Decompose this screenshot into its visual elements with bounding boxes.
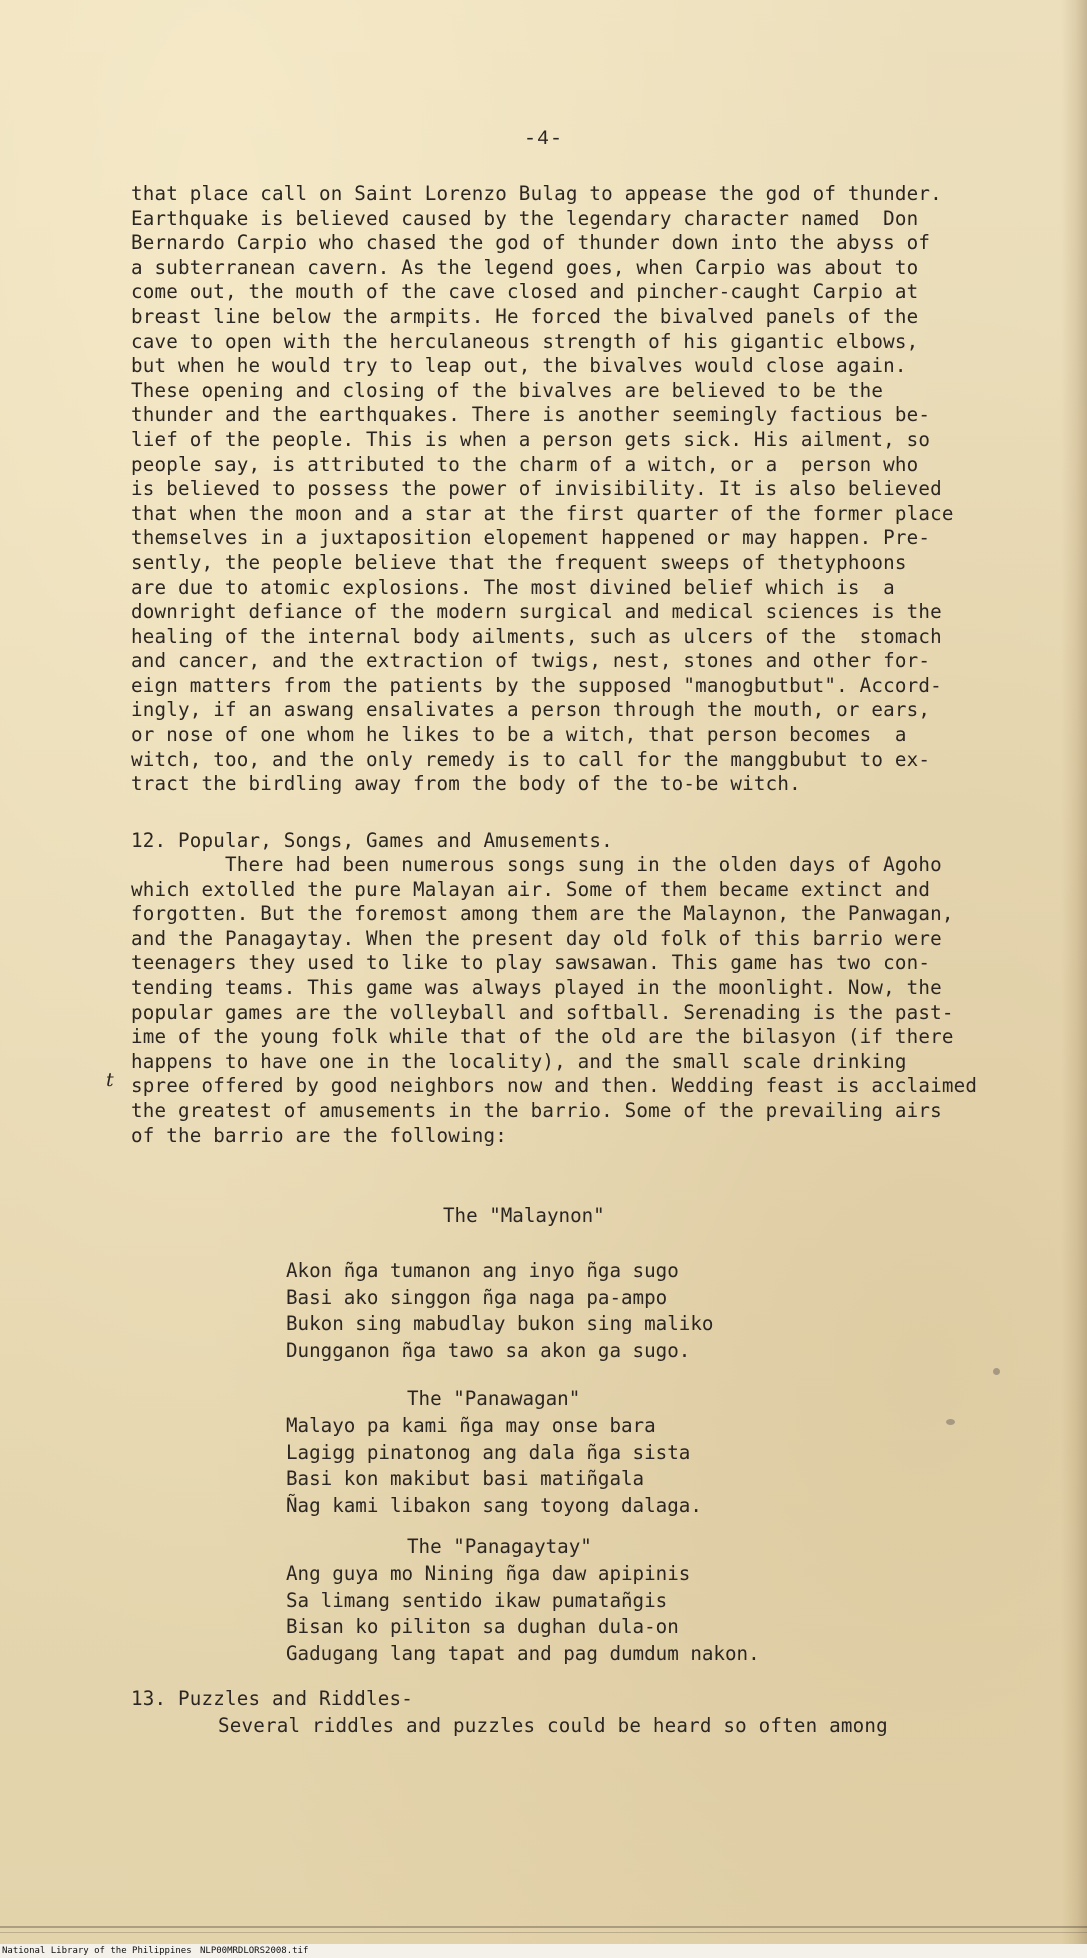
song-title-panawagan: The "Panawagan" — [407, 1387, 581, 1410]
section-12-heading: 12. Popular, Songs, Games and Amusements. — [131, 829, 613, 852]
song-lyrics-panagaytay: Ang guya mo Nining ñga daw apipinis Sa limang sentido ikaw pumatañgis Bisan ko piliton sa dughan dula-on Gadugang lang tapat and pag dumdum nakon. — [286, 1562, 760, 1665]
footer-file-id: NLP00MRDLORS2008.tif — [200, 1946, 309, 1956]
footer-library-name: National Library of the Philippines — [2, 1946, 192, 1956]
paper-smudge — [946, 1419, 955, 1425]
song-lyrics-panawagan: Malayo pa kami ñga may onse bara Lagigg pinatonog ang dala ñga sista Basi kon makibut basi matiñgala Ñag kami libakon sang toyong dalaga. — [286, 1414, 702, 1517]
footer-rule — [0, 1932, 1087, 1933]
section-12-paragraph: There had been numerous songs sung in the olden days of Agoho which extolled the pure Malayan air. Some of them became extinct and forgotten. But the foremost among them are the Malaynon, the Panwagan, and the Panagaytay. When the present day old folk of this barrio were teenagers they used to like to play sawsawan. This game has two con- tending teams. This game was always played in the moonlight. Now, the popular games are the volleyball and softball. Serenading is the past- ime of the young folk while that of the old are the bilasyon (if there happens to have one in the locality), and the small scale drinking spree offered by good neighbors now and then. Wedding feast is acclaimed the greatest of amusements in the barrio. Some of the prevailing airs of the barrio are the following: — [131, 853, 978, 1147]
section-13-heading: 13. Puzzles and Riddles- — [131, 1687, 414, 1710]
footer-rule — [0, 1926, 1087, 1928]
song-title-malaynon: The "Malaynon" — [443, 1204, 605, 1227]
folk-beliefs-paragraph: that place call on Saint Lorenzo Bulag to appease the god of thunder. Earthquake is believed caused by the legendary character named Don Bernardo Carpio who chased the god of thunder down into the abyss of a subterranean cavern. As the legend goes, when Carpio was about to come out, the mouth of the cave closed and pincher-caught Carpio at breast line below the armpits. He forced the bivalved panels of the cave to open with the herculaneous strength of his gigantic elbows, but when he would try to leap out, the bivalves would close again. These opening and closing of the bivalves are believed to be the thunder and the earthquakes. There is another seemingly factious be- lief of the people. This is when a person gets sick. His ailment, so people say, is attributed to the charm of a witch, or a person who is believed to possess the power of invisibility. It is also believed that when the moon and a star at the first quarter of the former place themselves in a juxtaposition elopement happened or may happen. Pre- sently, the people believe that the frequent sweeps of thetyphoons are due to atomic explosions. The most divined belief which is a downright defiance of the modern surgical and medical sciences is the healing of the internal body ailments, such as ulcers of the stomach and cancer, and the extraction of twigs, nest, stones and other for- eign matters from the patients by the supposed "manogbutbut". Accord- ingly, if an aswang ensalivates a person through the mouth, or ears, or nose of one whom he likes to be a witch, that person becomes a witch, too, and the only remedy is to call for the manggbubut to ex- tract the birdling away from the body of the to-be witch. — [131, 182, 954, 796]
paper-smudge — [993, 1368, 1000, 1375]
section-13-paragraph: Several riddles and puzzles could be heard so often among — [218, 1714, 888, 1737]
margin-correction-mark: t — [106, 1069, 114, 1091]
page-number: -4- — [523, 128, 563, 151]
page-edge-shadow — [1061, 0, 1087, 1958]
song-lyrics-malaynon: Akon ñga tumanon ang inyo ñga sugo Basi ako singgon ñga naga pa-ampo Bukon sing mabudlay bukon sing maliko Dungganon ñga tawo sa akon ga sugo. — [286, 1259, 714, 1362]
song-title-panagaytay: The "Panagaytay" — [407, 1535, 592, 1558]
